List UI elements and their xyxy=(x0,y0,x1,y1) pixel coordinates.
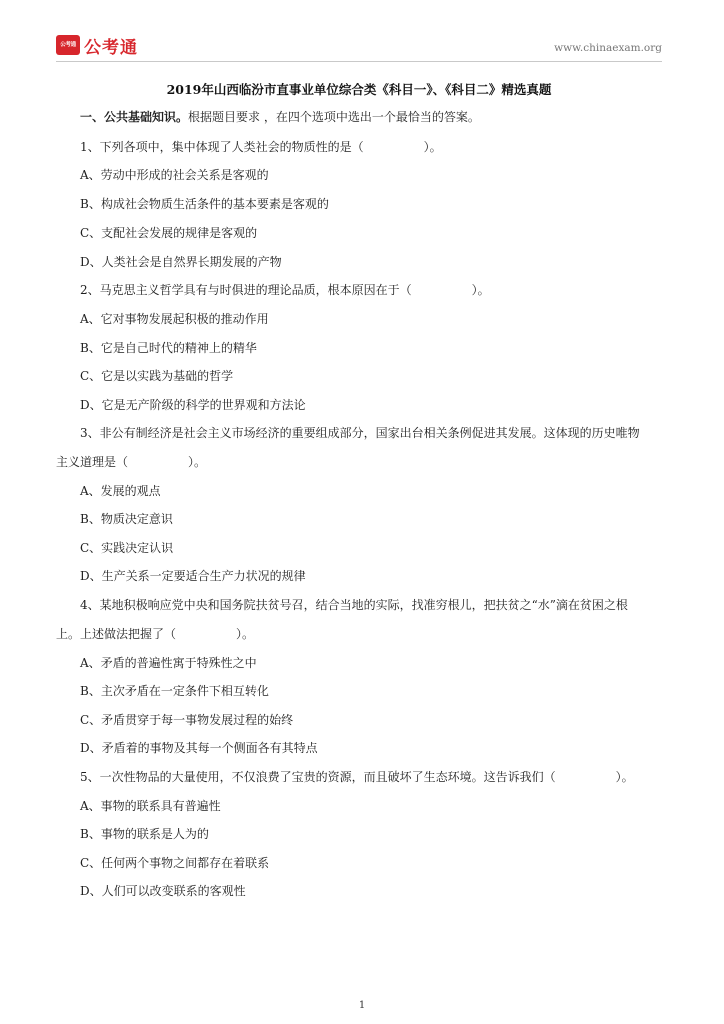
question-4-stem: 4、某地积极响应党中央和国务院扶贫号召，结合当地的实际，找准穷根儿，把扶贫之“水”滴在贫困之根 xyxy=(80,598,628,612)
section-heading-label: 一、公共基础知识。 xyxy=(80,110,189,124)
question-3-option-c: C、实践决定认识 xyxy=(80,541,174,555)
question-3-stem: 3、非公有制经济是社会主义市场经济的重要组成部分，国家出台相关条例促进其发展。这体现的历史唯物 xyxy=(80,426,640,440)
question-5-option-d: D、人们可以改变联系的客观性 xyxy=(80,884,246,898)
question-5-option-b: B、事物的联系是人为的 xyxy=(80,827,209,841)
question-2-stem: 2、马克思主义哲学具有与时俱进的理论品质，根本原因在于（ ）。 xyxy=(80,283,490,297)
logo-icon: 公考通 xyxy=(56,35,80,55)
question-2-option-d: D、它是无产阶级的科学的世界观和方法论 xyxy=(80,398,306,412)
page-header xyxy=(56,34,662,60)
question-2-option-c: C、它是以实践为基础的哲学 xyxy=(80,369,234,383)
question-3-stem-continued: 主义道理是（ ）。 xyxy=(56,455,207,469)
question-3-option-a: A、发展的观点 xyxy=(80,484,161,498)
question-4-option-d: D、矛盾着的事物及其每一个侧面各有其特点 xyxy=(80,741,318,755)
section-heading xyxy=(80,108,480,125)
question-2-option-b: B、它是自己时代的精神上的精华 xyxy=(80,341,257,355)
question-4-option-b: B、主次矛盾在一定条件下相互转化 xyxy=(80,684,269,698)
section-instruction: 根据题目要求 ，在四个选项中选出一个最恰当的答案。 xyxy=(188,110,480,124)
question-5-stem: 5、一次性物品的大量使用，不仅浪费了宝贵的资源，而且破坏了生态环境。这告诉我们（ ）。 xyxy=(80,770,634,784)
question-4-stem-continued: 上。上述做法把握了（ ）。 xyxy=(56,627,255,641)
question-5-option-a: A、事物的联系具有普遍性 xyxy=(80,799,221,813)
document-title: 2019年山西临汾市直事业单位综合类《科目一》、《科目二》精选真题 xyxy=(166,82,552,97)
question-2-option-a: A、它对事物发展起积极的推动作用 xyxy=(80,312,269,326)
question-1-option-c: C、支配社会发展的规律是客观的 xyxy=(80,226,258,240)
page-number: 1 xyxy=(358,1000,366,1011)
question-3-option-b: B、物质决定意识 xyxy=(80,512,173,526)
question-1-option-b: B、构成社会物质生活条件的基本要素是客观的 xyxy=(80,197,329,211)
site-url[interactable]: www.chinaexam.org xyxy=(554,42,662,54)
question-1-option-d: D、人类社会是自然界长期发展的产物 xyxy=(80,255,282,269)
question-4-option-c: C、矛盾贯穿于每一事物发展过程的始终 xyxy=(80,713,294,727)
logo-text: 公考通 xyxy=(84,38,138,58)
question-1-stem: 1、下列各项中，集中体现了人类社会的物质性的是（ ）。 xyxy=(80,140,442,154)
question-3-option-d: D、生产关系一定要适合生产力状况的规律 xyxy=(80,569,306,583)
question-1-option-a: A、劳动中形成的社会关系是客观的 xyxy=(80,168,269,182)
question-4-option-a: A、矛盾的普遍性寓于特殊性之中 xyxy=(80,656,257,670)
header-divider xyxy=(56,61,662,62)
question-5-option-c: C、任何两个事物之间都存在着联系 xyxy=(80,856,270,870)
